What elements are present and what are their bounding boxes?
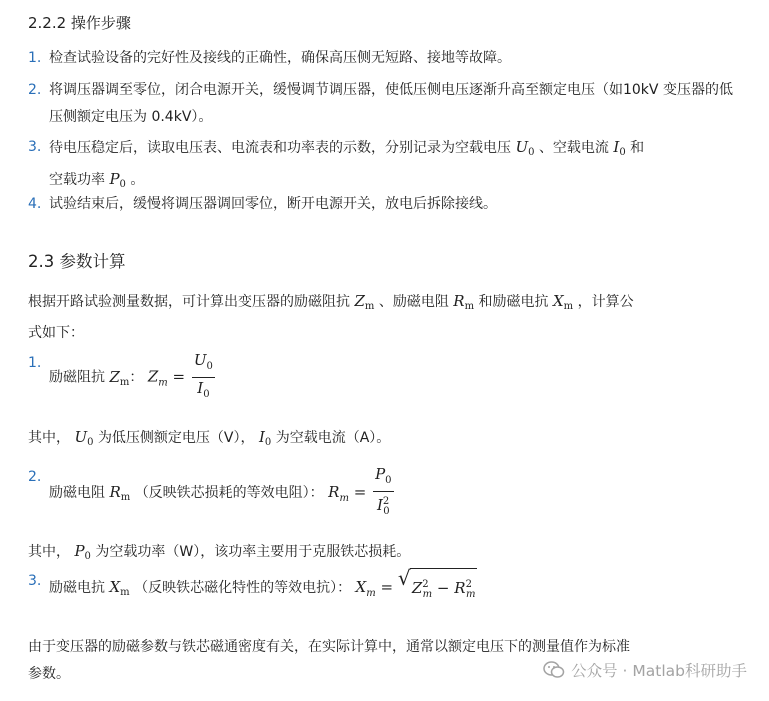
symbol-p0: $P_0$ xyxy=(109,170,126,190)
list-number: 1. xyxy=(28,355,42,371)
final-paragraph: 由于变压器的励磁参数与铁芯磁通密度有关，在实际计算中，通常以额定电压下的测量值作为标准 参数。 xyxy=(28,639,630,682)
step-text: 将调压器调至零位，闭合电源开关，缓慢调节调压器，使低压侧电压逐渐升高至额定电压（如10kV 变压器的低压侧额定电压为 0.4kV）。 xyxy=(49,82,733,125)
list-number: 2. xyxy=(28,469,42,485)
step-item-3 xyxy=(28,134,740,198)
step-item-4 xyxy=(28,191,740,218)
equation-rm: $R_m$ = $\frac{P_0}{I^2_0}$ xyxy=(328,465,392,517)
formula-item-2 xyxy=(28,464,740,522)
list-number: 2. xyxy=(28,82,42,98)
section-heading-2-3: 2.3 参数计算 xyxy=(28,252,126,271)
intro-paragraph: 根据开路试验测量数据，可计算出变压器的励磁阻抗 $Z_m$ 、励磁电阻 $R_m$ 和励磁电抗 $X_m$ ，计算公 式如下： xyxy=(28,292,634,341)
wechat-icon xyxy=(543,661,565,679)
symbol-i0: $I_0$ xyxy=(613,138,626,158)
formula-item-1 xyxy=(28,350,740,405)
list-number: 1. xyxy=(28,50,42,66)
step-text: 试验结束后，缓慢将调压器调回零位，断开电源开关，放电后拆除接线。 xyxy=(49,196,497,212)
list-number: 3. xyxy=(28,139,42,155)
list-number: 4. xyxy=(28,196,42,212)
formula-item-3 xyxy=(28,568,740,608)
equation-xm: $X_m$ = √ $Z^2_m - R^2_m$ xyxy=(356,568,478,608)
equation-zm: $Z_m$ = $\frac{U_0}{I_0}$ xyxy=(147,351,213,400)
watermark-text: 公众号 · Matlab科研助手 xyxy=(571,662,747,680)
formula-text: 励磁电抗 $X_m$ （反映铁芯磁化特性的等效电抗）： $X_m$ = √ $Z^2_m - R^2_m$ xyxy=(28,568,740,608)
step-item-2 xyxy=(28,77,740,131)
list-number: 3. xyxy=(28,573,42,589)
note-paragraph-2: 其中， $P_0$ 为空载功率（W），该功率主要用于克服铁芯损耗。 xyxy=(28,542,411,562)
step-text: 待电压稳定后，读取电压表、电流表和功率表的示数，分别记录为空载电压 $U_0$ 、空载电流 $I_0$ 和 空载功率 $P_0$ 。 xyxy=(49,138,645,190)
symbol-u0: $U_0$ xyxy=(515,138,535,158)
formula-text: 励磁电阻 $R_m$ （反映铁芯损耗的等效电阻）： $R_m$ = $\frac{P_0}{I^2_0}$ xyxy=(28,464,740,522)
formula-text: 励磁阻抗 $Z_m$： $Z_m$ = $\frac{U_0}{I_0}$ xyxy=(28,350,740,405)
section-heading-2-2-2: 2.2.2 操作步骤 xyxy=(28,14,131,32)
step-text: 检查试验设备的完好性及接线的正确性，确保高压侧无短路、接地等故障。 xyxy=(49,50,511,66)
watermark xyxy=(543,659,747,681)
step-item-1 xyxy=(28,45,740,72)
note-paragraph-1: 其中， $U_0$ 为低压侧额定电压（V）， $I_0$ 为空载电流（A）。 xyxy=(28,428,391,448)
